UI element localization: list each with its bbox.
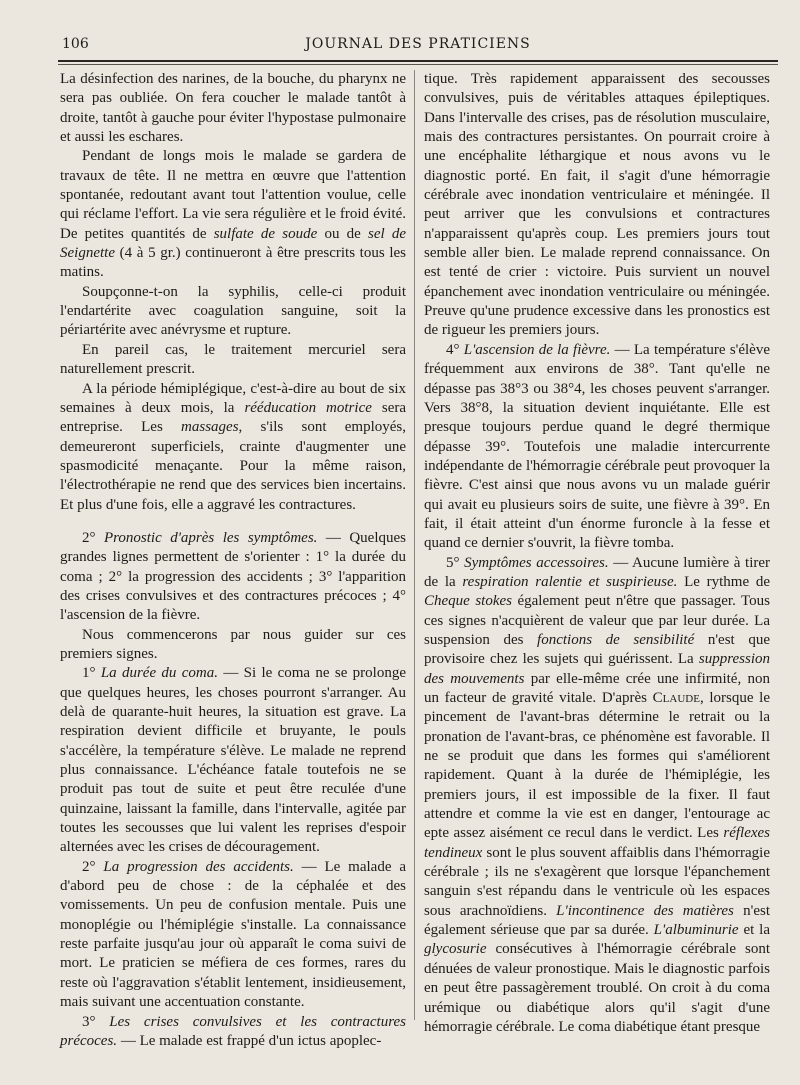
emphasis: glycosurie [424, 941, 487, 958]
section-title: Pronostic d'après les symptômes. [103, 529, 318, 546]
emphasis: respiration ralentie et suspirieuse. [462, 573, 678, 590]
subsection-paragraph: 1° La durée du coma. — Si le coma ne se prolonge que quelques heures, les choses pourront s'arranger. Au delà de quarante-huit heures, la situation est grave. La respiration devient difficile et bruyante, le pouls s'accélère, la température s'élève. Le malade ne reprend plus connaissance. L'échéance fatale toutefois ne se produit pas tout de suite et peut être reculée d'une quinzaine, laissant la famille, dans l'intervalle, agitée par toutes les secousses que lui valent les reprises d'espoir alternées avec les crises de découragement. [60, 665, 406, 856]
emphasis: L'albuminurie [653, 922, 739, 939]
paragraph: tique. Très rapidement apparaissent des secousses convulsives, puis de véritables attaques épileptiques. Dans l'intervalle des crises, pas de résolution musculaire, mais des contractures persistantes. On pourrait croire à une encéphalite léthargique et nous avons vu le diagnostic porté. En fait, il s'agit d'une hémorragie cérébrale avec inondation ventriculaire et méningée. Il peut arriver que les convulsions et contractures n'apparaissent qu'après coup. Les premiers jours tout semble aller bien. Le malade reprend connaissance. On est tenté de crier : victoire. Puis survient un nouvel épanchement avec inondation ventriculaire ou méningée. Preuve qu'une prudence excessive dans les pronostics est de rigueur les premiers jours. [424, 71, 770, 339]
page-number: 106 [62, 36, 89, 52]
emphasis: fonctions de sensibilité [537, 631, 695, 648]
emphasis: massages [181, 419, 239, 436]
paragraph: A la période hémiplégique, c'est-à-dire au bout de six semaines à deux mois, la rééducation motrice sera entreprise. Les massages, s'ils sont employés, demeureront superficiels, crainte d'augmenter une spasmodicité menaçante. Pour la même raison, l'électrothérapie ne rend que des services bien incertains. Et plus d'une fois, elle a aggravé les contractures. [60, 380, 407, 513]
running-header [58, 36, 778, 58]
journal-title: JOURNAL DES PRATICIENS [305, 36, 531, 52]
paragraph: Soupçonne-t-on la syphilis, celle-ci produit l'endartérite avec coagulation sanguine, soit la périartérite avec anévrysme et rupture. [60, 283, 406, 339]
subsection-title: La progression des accidents. [103, 858, 294, 875]
emphasis: sel de Seignette [60, 225, 406, 262]
emphasis: réflexes tendineux [424, 825, 770, 861]
subsection-paragraph: 4° L'ascension de la fièvre. — La température s'élève fréquemment aux environs de 38°. Tant qu'elle ne dépasse pas 38°3 ou 38°4, les choses peuvent s'arranger. Vers 38°8, la situation devient inquiétante. Elle est presque toujours perdue quand le degré thermique dépasse 39°. Toutefois une maladie intercurrente indépendante de l'hémorragie cérébrale peut provoquer la fièvre. C'est ainsi que nous avons vu un malade guérir qui avait eu plusieurs soirs de suite, une fièvre à 39°. En fait, il était atteint d'un énorme furoncle à la fesse et quand ce dernier s'ouvrit, la fièvre tomba. [424, 341, 770, 552]
emphasis: rééducation motrice [244, 399, 372, 416]
subsection-title: Les crises convulsives et les contractures précoces. [60, 1013, 406, 1049]
emphasis: suppression des mouvements [424, 651, 770, 687]
subsection-title: Symptômes accessoires. [464, 554, 609, 571]
subsection-title: La durée du coma. [100, 665, 218, 682]
paragraph: En pareil cas, le traitement mercuriel sera naturellement prescrit. [60, 341, 406, 378]
emphasis: L'incontinence des matières [556, 902, 734, 919]
paragraph: Pendant de longs mois le malade se gardera de travaux de tête. Il ne mettra en œuvre que l'attention spontanée, redoutant avant tout l'attention voulue, celle qui réclame l'effort. La vie sera régulière et le froid évité. De petites quantités de sulfate de soude ou de sel de Seignette (4 à 5 gr.) continueront à être prescrits tous les matins. [60, 148, 406, 281]
header-rule [58, 60, 778, 62]
paragraph: Nous commencerons par nous guider sur ces premiers signes. [60, 626, 406, 662]
subsection-paragraph: 3° Les crises convulsives et les contractures précoces. — Le malade est frappé d'un ictus apoplec- [60, 1013, 406, 1049]
emphasis: sulfate de soude [213, 225, 318, 242]
emphasis: Cheque stokes [424, 593, 512, 610]
column-divider [414, 70, 415, 1020]
right-column [424, 70, 770, 1037]
header-rule-thin [58, 64, 778, 65]
section-heading-paragraph: 2° Pronostic d'après les symptômes. — Quelques grandes lignes permettent de s'orienter : 1° la durée du coma ; 2° la progression des accidents ; 3° l'apparition des crises convulsives et des contractures précoces ; 4° l'ascension de la fièvre. [60, 529, 407, 624]
subsection-title: L'ascension de la fièvre. [463, 341, 611, 358]
author-name: Claude [652, 690, 700, 706]
subsection-paragraph: 5° Symptômes accessoires. — Aucune lumière à tirer de la respiration ralentie et suspirieuse. Le rythme de Cheque stokes également peut n'être que passager. Tous ces signes n'acquièrent de valeur que par leur durée. La suspension des fonctions de sensibilité n'est que provisoire chez les sujets qui guérissent. La suppression des mouvements par elle-même crée une infirmité, non un facteur de gravité vitale. D'après Claude, lorsque le pincement de l'avant-bras détermine le retrait ou la pronation de l'avant-bras, ce phénomène est favorable. Il ne se produit que dans les formes qui s'améliorent rapidement. Quant à la durée de l'hémiplégie, les premiers jours, il est impossible de la fixer. Il faut attendre et comme la vie est en danger, l'entourage ac epte assez aisément ce recul dans le verdict. Les réflexes tendineux sont le plus souvent affaiblis dans l'hémorragie cérébrale ; ils ne s'exagèrent que lorsque l'épanchement sanguin s'est répandu dans le ventricule où les espaces sous arachnoïdiens. L'incontinence des matières n'est également sérieuse que par sa durée. L'albuminurie et la glycosurie consécutives à l'hémorragie cérébrale sont dénuées de valeur pronostique. Mais le diagnostic parfois en peut être passagèrement troublé. On croit à du coma urémique ou diabétique alors qu'il s'agit d'une hémorragie cérébrale. Le coma diabétique étant presque [424, 554, 771, 1035]
left-column [60, 70, 406, 1051]
subsection-paragraph: 2° La progression des accidents. — Le malade a d'abord peu de chose : de la céphalée et des vomissements. Un peu de confusion mentale. Puis une monoplégie ou l'hémiplégie s'installe. La connaissance reste parfaite jusqu'au jour où apparaît le coma suivi de mort. Le praticien se méfiera de ces formes, rares du reste où l'aggravation s'établit lentement, insidieusement, mais suivant une accentuation constante. [60, 858, 407, 1011]
paragraph: La désinfection des narines, de la bouche, du pharynx ne sera pas oubliée. On fera coucher le malade tantôt à droite, tantôt à gauche pour éviter l'hypostase pulmonaire et aussi les eschares. [60, 71, 406, 146]
